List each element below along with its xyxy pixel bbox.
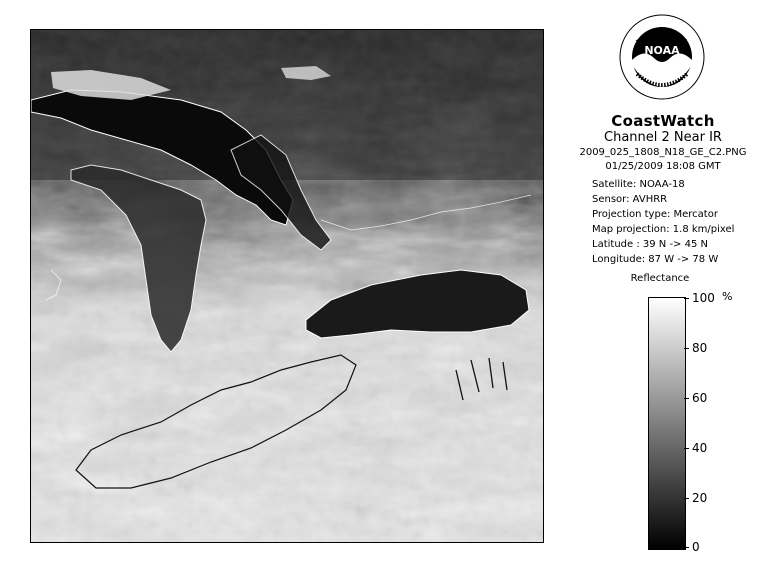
projection-type-label: Projection type: Mercator bbox=[592, 209, 718, 220]
legend-unit: % bbox=[722, 290, 733, 303]
colorbar-tick-label: 100 bbox=[692, 291, 715, 305]
colorbar-tick-label: 40 bbox=[692, 441, 708, 455]
satellite-label: Satellite: NOAA-18 bbox=[592, 179, 685, 190]
colorbar-tick bbox=[684, 398, 689, 399]
colorbar-tick-label: 20 bbox=[692, 491, 708, 505]
map-projection-label: Map projection: 1.8 km/pixel bbox=[592, 224, 735, 235]
sensor-label: Sensor: AVHRR bbox=[592, 194, 668, 205]
colorbar-tick bbox=[684, 448, 689, 449]
colorbar-tick bbox=[684, 348, 689, 349]
colorbar-tick bbox=[684, 547, 689, 548]
colorbar-tick-label: 0 bbox=[692, 540, 700, 554]
colorbar-tick bbox=[684, 298, 689, 299]
reflectance-colorbar bbox=[648, 297, 686, 550]
map-image bbox=[31, 30, 543, 542]
satellite-map bbox=[30, 29, 544, 543]
channel-label: Channel 2 Near IR bbox=[604, 130, 722, 145]
filename-label: 2009_025_1808_N18_GE_C2.PNG bbox=[579, 147, 747, 158]
latitude-label: Latitude : 39 N -> 45 N bbox=[592, 239, 708, 250]
noaa-logo bbox=[619, 14, 705, 100]
noaa-logo-icon bbox=[619, 14, 705, 100]
legend-title: Reflectance bbox=[630, 273, 690, 284]
longitude-label: Longitude: 87 W -> 78 W bbox=[592, 254, 719, 265]
datetime-label: 01/25/2009 18:08 GMT bbox=[605, 161, 721, 172]
colorbar-tick-label: 80 bbox=[692, 341, 708, 355]
colorbar-tick-label: 60 bbox=[692, 391, 708, 405]
product-title: CoastWatch bbox=[611, 112, 715, 130]
noaa-logo-text: NOAA bbox=[644, 44, 680, 57]
colorbar-tick bbox=[684, 498, 689, 499]
